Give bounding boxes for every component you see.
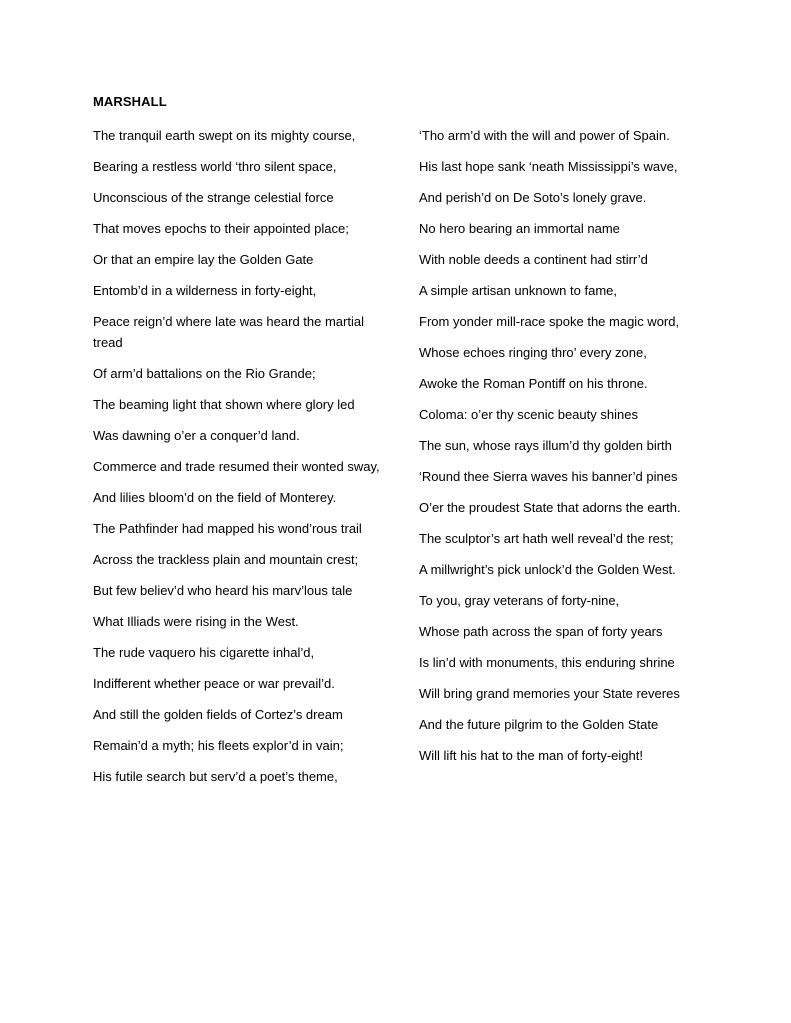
poem-line: Of arm’d battalions on the Rio Grande;: [93, 366, 316, 381]
poem-line: And the future pilgrim to the Golden State: [419, 717, 659, 732]
poem-line: His last hope sank ‘neath Mississippi’s wave,: [419, 159, 678, 174]
poem-line: Will bring grand memories your State reveres: [419, 686, 680, 701]
poem-line: Was dawning o’er a conquer’d land.: [93, 428, 300, 443]
poem-line: A millwright’s pick unlock’d the Golden West.: [419, 562, 676, 577]
poem-line: And lilies bloom’d on the field of Monterey.: [93, 490, 337, 505]
poem-line: To you, gray veterans of forty-nine,: [419, 593, 620, 608]
poem-line: Remain’d a myth; his fleets explor’d in vain;: [93, 738, 344, 753]
poem-line: The Pathfinder had mapped his wond’rous trail: [93, 521, 362, 536]
poem-line: Indifferent whether peace or war prevail’d.: [93, 676, 335, 691]
poem-line: His futile search but serv’d a poet’s theme,: [93, 769, 338, 784]
poem-line: Across the trackless plain and mountain crest;: [93, 552, 359, 567]
poem-line: And perish’d on De Soto’s lonely grave.: [419, 190, 647, 205]
poem-line: Entomb’d in a wilderness in forty-eight,: [93, 283, 317, 298]
poem-line: Or that an empire lay the Golden Gate: [93, 252, 314, 267]
poem-line: Whose echoes ringing thro’ every zone,: [419, 345, 647, 360]
poem-line: O’er the proudest State that adorns the earth.: [419, 500, 681, 515]
poem-line: But few believ’d who heard his marv’lous tale: [93, 583, 353, 598]
poem-line: The rude vaquero his cigarette inhal’d,: [93, 645, 315, 660]
poem-line: The sun, whose rays illum’d thy golden birth: [419, 438, 672, 453]
poem-line: Will lift his hat to the man of forty-eight!: [419, 748, 643, 763]
poem-line: From yonder mill-race spoke the magic word,: [419, 314, 680, 329]
poem-line: That moves epochs to their appointed place;: [93, 221, 349, 236]
poem-line: Awoke the Roman Pontiff on his throne.: [419, 376, 648, 391]
poem-line: The tranquil earth swept on its mighty course,: [93, 128, 356, 143]
poem-line: ‘Tho arm’d with the will and power of Spain.: [419, 128, 670, 143]
poem-column-left: [93, 125, 383, 797]
poem-line: And still the golden fields of Cortez’s dream: [93, 707, 343, 722]
poem-column-right: [419, 125, 709, 776]
poem-line: Is lin’d with monuments, this enduring shrine: [419, 655, 675, 670]
poem-line: Peace reign’d where late was heard the martial tread: [93, 314, 364, 350]
page-title: MARSHALL: [93, 94, 167, 109]
poem-line: Bearing a restless world ‘thro silent space,: [93, 159, 337, 174]
poem-line: The beaming light that shown where glory led: [93, 397, 355, 412]
poem-line: A simple artisan unknown to fame,: [419, 283, 617, 298]
poem-line: Unconscious of the strange celestial force: [93, 190, 334, 205]
poem-line: Whose path across the span of forty years: [419, 624, 663, 639]
poem-line: With noble deeds a continent had stirr’d: [419, 252, 648, 267]
poem-line: What Illiads were rising in the West.: [93, 614, 299, 629]
poem-line: No hero bearing an immortal name: [419, 221, 620, 236]
poem-line: Commerce and trade resumed their wonted sway,: [93, 459, 380, 474]
poem-line: Coloma: o’er thy scenic beauty shines: [419, 407, 638, 422]
poem-line: The sculptor’s art hath well reveal’d the rest;: [419, 531, 674, 546]
poem-line: ‘Round thee Sierra waves his banner’d pines: [419, 469, 678, 484]
